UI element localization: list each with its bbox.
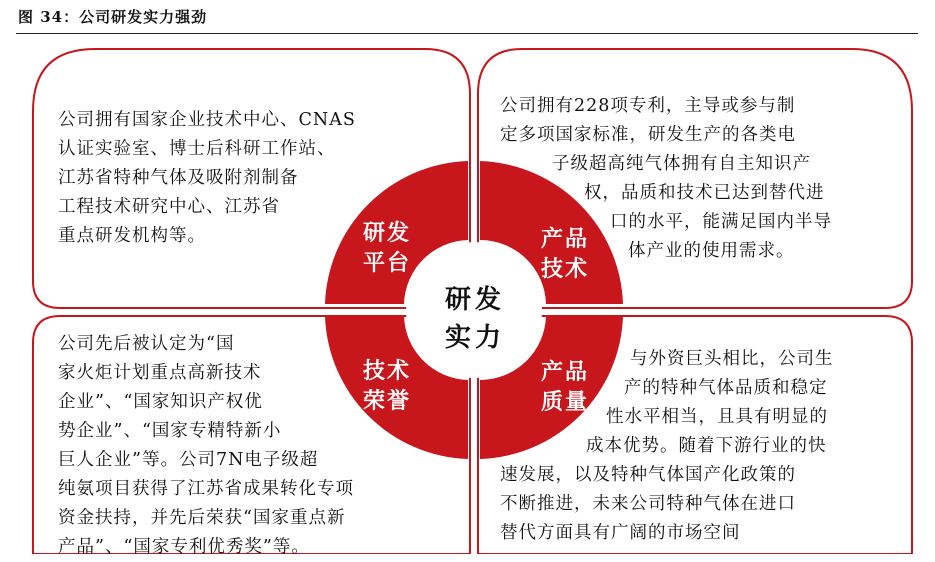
text-line: 企业”、“国家知识产权优 [58,392,263,412]
petal-label-line: 荣誉 [362,388,411,414]
petal-label-line: 平台 [362,250,411,276]
petal-label-rd-platform [352,218,422,278]
petal-label-line: 技术 [362,358,411,384]
text-line: 认证实验室、博士后科研工作站、 [58,139,336,159]
center-label-line: 研发 [444,285,505,315]
text-line: 性水平相当，且具有明显的 [606,407,828,427]
text-line: 权，品质和技术已达到替代进 [584,183,825,203]
text-line: 速发展，以及特种气体国产化政策的 [500,465,796,485]
center-label [420,281,530,357]
text-line: 公司先后被认定为“国 [58,334,235,354]
petal-label-product-quality [530,357,600,417]
text-line: 子级超高纯气体拥有自主知识产 [552,154,811,174]
text-line: 重点研发机构等。 [58,226,206,246]
text-line: 势企业”、“国家专精特新小 [58,421,282,441]
text-line: 资金扶持，并先后荣获“国家重点新 [58,508,346,528]
text-line: 成本优势。随着下游行业的快 [586,436,827,456]
text-line: 体产业的使用需求。 [628,241,795,261]
text-line: 巨人企业”等。公司7N电子级超 [58,450,319,470]
figure-title: 图 34：公司研发实力强劲 [18,8,208,26]
petal-label-line: 产品 [540,226,589,252]
petal-label-line: 技术 [540,256,589,282]
petal-label-tech-honors [352,356,422,416]
text-line: 公司拥有228项专利，主导或参与制 [500,96,796,116]
text-line: 产的特种气体品质和稳定 [624,378,828,398]
text-line: 江苏省特种气体及吸附剂制备 [58,168,299,188]
text-line: 替代方面具有广阔的市场空间 [500,523,741,543]
petal-label-line: 质量 [540,389,589,415]
text-line: 工程技术研究中心、江苏省 [58,197,280,217]
petal-label-line: 产品 [540,359,589,385]
text-line: 与外资巨头相比，公司生 [630,349,834,369]
text-line: 定多项国家标准，研发生产的各类电 [500,125,796,145]
text-line: 纯氨项目获得了江苏省成果转化专项 [58,479,354,499]
text-line: 公司拥有国家企业技术中心、CNAS [58,110,356,130]
text-line: 不断推进，未来公司特种气体在进口 [500,494,796,514]
petal-label-product-tech [530,224,600,284]
text-line: 口的水平，能满足国内半导 [610,212,832,232]
center-label-line: 实力 [444,323,505,353]
text-line: 家火炬计划重点高新技术 [58,363,262,383]
petal-label-line: 研发 [362,220,411,246]
text-line: 产品”、“国家专利优秀奖”等。 [58,537,310,557]
